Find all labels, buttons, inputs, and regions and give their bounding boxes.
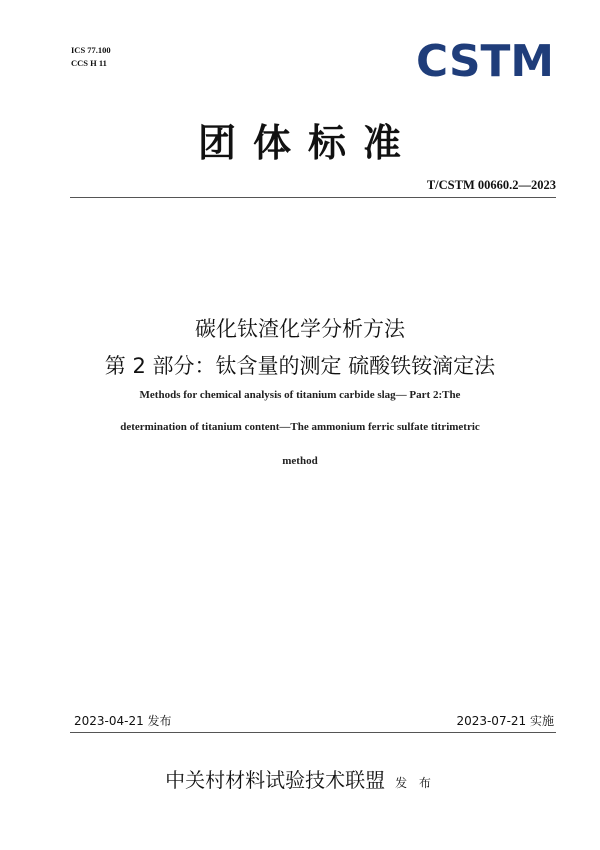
header-divider xyxy=(70,197,556,198)
standard-type-heading: 团体标准 xyxy=(197,121,418,165)
chinese-title-line-2: 第 2 部分：钛含量的测定 硫酸铁铵滴定法 xyxy=(104,354,496,378)
footer-divider xyxy=(70,732,556,733)
ccs-code: CCS H 11 xyxy=(71,58,107,68)
classification-codes xyxy=(71,44,111,70)
publisher xyxy=(0,764,600,793)
english-title-line-2: determination of titanium content—The ammonium ferric sulfate titrimetric xyxy=(120,421,480,433)
english-title-line-3: method xyxy=(282,455,318,467)
english-title-line-1: Methods for chemical analysis of titanium carbide slag— Part 2:The xyxy=(139,389,461,401)
ics-code: ICS 77.100 xyxy=(71,45,111,55)
logo-text: CSTM xyxy=(416,40,554,80)
cstm-logo-graphic xyxy=(416,40,556,80)
issue-date: 2023-04-21 发布 xyxy=(74,714,172,728)
chinese-title-line-1: 碳化钛渣化学分析方法 xyxy=(195,317,405,341)
cstm-logo xyxy=(416,40,556,80)
document-number: T/CSTM 00660.2—2023 xyxy=(426,178,556,192)
publisher-suffix: 发 布 xyxy=(395,776,435,790)
effective-date: 2023-07-21 实施 xyxy=(456,714,554,728)
publisher-name: 中关村材料试验技术联盟 xyxy=(165,768,386,792)
